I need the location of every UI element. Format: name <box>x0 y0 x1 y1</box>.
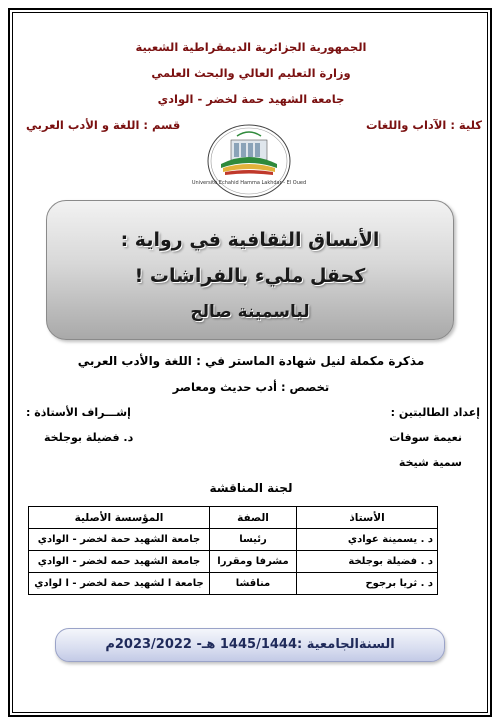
member-role: مناقشا <box>210 573 297 595</box>
university-line: جامعة الشهيد حمة لخضر - الوادي <box>157 92 345 106</box>
students-label: إعداد الطالبتين : <box>390 406 480 419</box>
university-logo <box>191 124 307 198</box>
memo-line: مذكرة مكملة لنيل شهادة الماستر في : اللغة والأدب العربي <box>77 354 425 368</box>
member-name: د . يسمينة عوادي <box>297 529 438 551</box>
academic-year-box: السنةالجامعية :1445/1444 هـ- 2023/2022م <box>55 628 445 662</box>
column-header-role: الصفة <box>210 507 297 529</box>
republic-line: الجمهورية الجزائرية الديمقراطية الشعبية <box>135 40 367 54</box>
supervisor-label: إشـــراف الأستاذة : <box>26 406 131 419</box>
committee-table <box>28 506 438 595</box>
committee-row <box>29 573 438 595</box>
member-institution: جامعة ا لشهيد حمة لخضر - ا لوادي <box>29 573 210 595</box>
ministry-line: وزارة التعليم العالي والبحث العلمي <box>151 66 351 80</box>
specialization-line: تخصص : أدب حديث ومعاصر <box>172 380 330 394</box>
logo-caption: Université Echahid Hamma Lakhdar - El Oued <box>191 180 307 186</box>
thesis-title-line2: كحقل مليء بالفراشات ! <box>134 265 366 287</box>
column-header-institution: المؤسسة الأصلية <box>29 507 210 529</box>
member-name: د . ثريا برجوح <box>297 573 438 595</box>
student-name-1: نعيمة سوفات <box>389 431 462 444</box>
member-role: مشرفا ومقررا <box>210 551 297 573</box>
column-header-professor: الأستاذ <box>297 507 438 529</box>
thesis-title-box <box>46 200 454 340</box>
committee-row <box>29 529 438 551</box>
faculty-label: كلية : الآداب واللغات <box>365 118 482 132</box>
student-name-2: سمية شيخة <box>398 456 462 469</box>
supervisor-name: د. فضيلة بوجلخة <box>44 431 134 444</box>
member-name: د . فضيلة بوجلخة <box>297 551 438 573</box>
member-institution: جامعة الشهيد حمة لخضر - الوادي <box>29 529 210 551</box>
thesis-author: لياسمينة صالح <box>190 302 310 322</box>
committee-heading: لجنة المناقشة <box>209 481 293 495</box>
committee-row <box>29 551 438 573</box>
thesis-title-line1: الأنساق الثقافية في رواية : <box>120 229 380 251</box>
member-institution: جامعة الشهيد حمه لخضر - الوادي <box>29 551 210 573</box>
committee-header-row <box>29 507 438 529</box>
member-role: رئيسا <box>210 529 297 551</box>
department-label: قسم : اللغة و الأدب العربي <box>26 118 181 132</box>
